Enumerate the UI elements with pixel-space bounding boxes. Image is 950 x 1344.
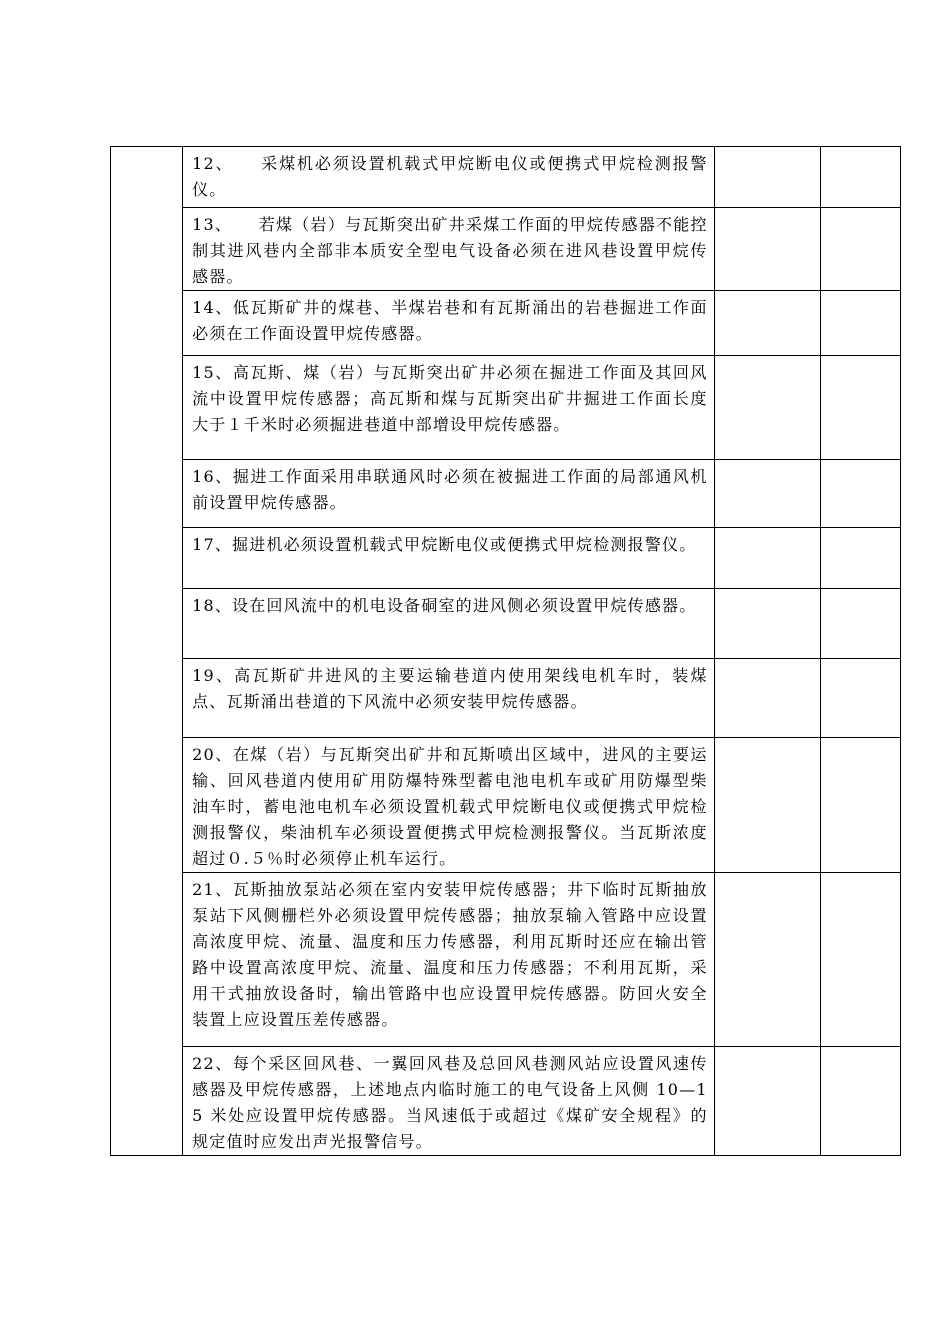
remark-cell bbox=[820, 589, 900, 659]
category-cell bbox=[111, 147, 183, 1156]
check-cell bbox=[714, 1047, 820, 1156]
check-cell bbox=[714, 873, 820, 1047]
table-body bbox=[111, 147, 901, 1156]
remark-cell bbox=[820, 291, 900, 356]
remark-cell bbox=[820, 147, 900, 208]
check-cell bbox=[714, 291, 820, 356]
requirement-text: 12、 采煤机必须设置机载式甲烷断电仪或便携式甲烷检测报警仪。 bbox=[192, 154, 708, 199]
requirement-text: 16、掘进工作面采用串联通风时必须在被掘进工作面的局部通风机前设置甲烷传感器。 bbox=[192, 467, 708, 512]
check-cell bbox=[714, 356, 820, 460]
remark-cell bbox=[820, 528, 900, 589]
table-row bbox=[111, 356, 901, 460]
requirement-text: 15、高瓦斯、煤（岩）与瓦斯突出矿井必须在掘进工作面及其回风流中设置甲烷传感器；高瓦斯和煤与瓦斯突出矿井掘进工作面长度大于１千米时必须掘进巷道中部增设甲烷传感器。 bbox=[192, 363, 708, 434]
remark-cell bbox=[820, 1047, 900, 1156]
remark-cell bbox=[820, 460, 900, 528]
requirement-cell bbox=[183, 291, 715, 356]
table-row bbox=[111, 659, 901, 738]
table-row bbox=[111, 147, 901, 208]
remark-cell bbox=[820, 208, 900, 291]
check-cell bbox=[714, 659, 820, 738]
requirement-text: 19、高瓦斯矿井进风的主要运输巷道内使用架线电机车时，装煤点、瓦斯涌出巷道的下风流中必须安装甲烷传感器。 bbox=[192, 666, 708, 711]
table-row bbox=[111, 208, 901, 291]
requirement-cell bbox=[183, 659, 715, 738]
check-cell bbox=[714, 528, 820, 589]
requirement-text: 22、每个采区回风巷、一翼回风巷及总回风巷测风站应设置风速传感器及甲烷传感器，上述地点内临时施工的电气设备上风侧 10—15 米处应设置甲烷传感器。当风速低于或超过《煤矿安全规程》的规定值时应发出声光报警信号。 bbox=[192, 1054, 708, 1151]
requirement-text: 18、设在回风流中的机电设备硐室的进风侧必须设置甲烷传感器。 bbox=[192, 596, 697, 615]
requirement-text: 21、瓦斯抽放泵站必须在室内安装甲烷传感器；井下临时瓦斯抽放泵站下风侧栅栏外必须设置甲烷传感器；抽放泵输入管路中应设置高浓度甲烷、流量、温度和压力传感器，利用瓦斯时还应在输出管路中设置高浓度甲烷、流量、温度和压力传感器；不利用瓦斯，采用干式抽放设备时，输出管路中也应设置甲烷传感器。防回火安全装置上应设置压差传感器。 bbox=[192, 880, 708, 1029]
remark-cell bbox=[820, 738, 900, 873]
table-row bbox=[111, 1047, 901, 1156]
requirement-cell bbox=[183, 738, 715, 873]
requirement-text: 17、掘进机必须设置机载式甲烷断电仪或便携式甲烷检测报警仪。 bbox=[192, 535, 697, 554]
requirement-cell bbox=[183, 460, 715, 528]
table-row bbox=[111, 528, 901, 589]
table-row bbox=[111, 873, 901, 1047]
requirement-cell bbox=[183, 873, 715, 1047]
check-cell bbox=[714, 147, 820, 208]
requirement-cell bbox=[183, 1047, 715, 1156]
requirement-text: 20、在煤（岩）与瓦斯突出矿井和瓦斯喷出区域中，进风的主要运输、回风巷道内使用矿用防爆特殊型蓄电池电机车或矿用防爆型柴油车时，蓄电池电机车必须设置机载式甲烷断电仪或便携式甲烷检测报警仪，柴油机车必须设置便携式甲烷检测报警仪。当瓦斯浓度超过０.５％时必须停止机车运行。 bbox=[192, 745, 708, 868]
requirement-cell bbox=[183, 589, 715, 659]
remark-cell bbox=[820, 659, 900, 738]
requirement-cell bbox=[183, 528, 715, 589]
table-row bbox=[111, 738, 901, 873]
requirement-text: 14、低瓦斯矿井的煤巷、半煤岩巷和有瓦斯涌出的岩巷掘进工作面必须在工作面设置甲烷传感器。 bbox=[192, 298, 708, 343]
requirement-cell bbox=[183, 147, 715, 208]
check-cell bbox=[714, 460, 820, 528]
requirement-cell bbox=[183, 208, 715, 291]
check-cell bbox=[714, 738, 820, 873]
table-row bbox=[111, 589, 901, 659]
table-row bbox=[111, 291, 901, 356]
remark-cell bbox=[820, 356, 900, 460]
check-cell bbox=[714, 589, 820, 659]
requirement-cell bbox=[183, 356, 715, 460]
requirement-text: 13、 若煤（岩）与瓦斯突出矿井采煤工作面的甲烷传感器不能控制其进风巷内全部非本质安全型电气设备必须在进风巷设置甲烷传感器。 bbox=[192, 215, 708, 286]
inspection-table bbox=[110, 146, 901, 1156]
table-row bbox=[111, 460, 901, 528]
remark-cell bbox=[820, 873, 900, 1047]
check-cell bbox=[714, 208, 820, 291]
